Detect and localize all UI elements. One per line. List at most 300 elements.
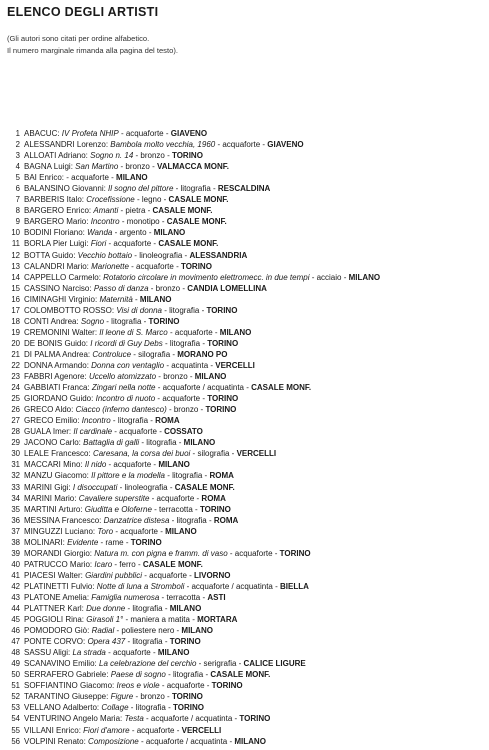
entry-number: 24 bbox=[11, 383, 20, 393]
entry-number: 6 bbox=[15, 184, 20, 194]
entry-number: 38 bbox=[11, 537, 20, 547]
entry-text: MARTINI Arturo: Giuditta e Oloferne - terracotta - TORINO bbox=[24, 504, 231, 514]
entry-text: MORANDI Giorgio: Natura m. con pigna e framm. di vaso - acquaforte - TORINO bbox=[24, 548, 311, 558]
entry-place: MILANO bbox=[157, 648, 190, 658]
list-item bbox=[0, 603, 489, 614]
list-item bbox=[0, 128, 489, 139]
entry-technique: monotipo bbox=[126, 217, 160, 227]
entry-place: MILANO bbox=[165, 526, 197, 536]
entry-place: TORINO bbox=[239, 714, 271, 724]
entry-artist: PONTE CORVO: bbox=[24, 637, 86, 647]
entry-text: PLATTNER Karl: Due donne - litografia - MILANO bbox=[24, 604, 202, 614]
entry-work: Rotatorio circolare in movimento elettromecc. in due tempi bbox=[103, 272, 310, 282]
entry-text: GIORDANO Guido: Incontro di nuoto - acquaforte - TORINO bbox=[24, 394, 239, 404]
entry-text: MOLINARI: Evidente - rame - TORINO bbox=[24, 537, 162, 547]
entry-work: Notte di luna a Stromboli bbox=[96, 581, 185, 591]
entry-work: Testa bbox=[124, 714, 144, 724]
entry-text: MINGUZZI Luciano: Toro - acquaforte - MILANO bbox=[24, 526, 197, 536]
entry-place: MORTARA bbox=[197, 615, 238, 625]
entry-work: Natura m. con pigna e framm. di vaso bbox=[94, 548, 228, 558]
entry-technique: ferro bbox=[119, 559, 136, 569]
entry-work: Collage bbox=[101, 703, 129, 713]
entry-place: MORANO PO bbox=[177, 349, 228, 359]
entry-place: CASALE MONF. bbox=[166, 217, 227, 227]
list-item bbox=[0, 316, 489, 327]
entry-artist: BALANSINO Giovanni: bbox=[24, 184, 106, 194]
entry-number: 15 bbox=[11, 283, 20, 293]
entry-work: Il cardinale bbox=[73, 427, 113, 437]
entry-text: ABACUC: IV Profeta NHIP - acquaforte - GIAVENO bbox=[24, 129, 208, 138]
entry-place: MILANO bbox=[169, 604, 202, 614]
entry-text: SASSU Aligi: La strada - acquaforte - MILANO bbox=[24, 648, 190, 658]
list-item bbox=[0, 459, 489, 470]
entry-text: BAI Enrico: - acquaforte - MILANO bbox=[24, 173, 148, 183]
entry-artist: MARINI Mario: bbox=[24, 493, 77, 503]
list-item bbox=[0, 592, 489, 603]
entry-text: POGGIOLI Rina: Girasoli 1° - maniera a matita - MORTARA bbox=[24, 615, 238, 625]
entry-text: POMODORO Giò: Radial - poliestere nero - MILANO bbox=[24, 626, 213, 636]
entry-artist: GIORDANO Guido: bbox=[24, 394, 94, 404]
entry-work: I ricordi di Guy Debs bbox=[90, 338, 163, 348]
entry-place: VERCELLI bbox=[236, 449, 277, 459]
entry-work: Incontro bbox=[81, 416, 111, 426]
entry-number: 8 bbox=[15, 206, 20, 216]
list-item bbox=[0, 647, 489, 658]
entry-work: Marionette bbox=[91, 261, 129, 271]
entry-technique: litografia bbox=[146, 438, 177, 448]
entry-artist: MINGUZZI Luciano: bbox=[24, 526, 96, 536]
list-item bbox=[0, 227, 489, 238]
entry-technique: acquaforte bbox=[156, 493, 195, 503]
entry-artist: MARTINI Arturo: bbox=[24, 504, 83, 514]
entry-technique: acquaforte bbox=[71, 173, 109, 183]
entry-number: 18 bbox=[11, 316, 20, 326]
entry-text: DONNA Armando: Donna con ventaglio - acquatinta - VERCELLI bbox=[24, 360, 255, 370]
entry-number: 23 bbox=[11, 372, 20, 382]
entry-number: 37 bbox=[11, 526, 20, 536]
entry-work: San Martino bbox=[75, 162, 119, 172]
entry-artist: BODINI Floriano: bbox=[24, 228, 85, 238]
entry-place: LIVORNO bbox=[194, 570, 231, 580]
entry-work: Caresana, la corsa dei buoi bbox=[92, 449, 191, 459]
entry-technique: acquaforte / acquatinta bbox=[191, 581, 273, 591]
list-item bbox=[0, 636, 489, 647]
entry-technique: acquaforte bbox=[120, 526, 159, 536]
entry-place: CALICE LIGURE bbox=[243, 659, 306, 669]
entry-work: Il leone di S. Marco bbox=[99, 327, 168, 337]
list-item bbox=[0, 725, 489, 736]
entry-place: CASALE MONF. bbox=[168, 195, 229, 205]
entry-artist: FABBRI Agenore: bbox=[24, 372, 87, 382]
entry-number: 4 bbox=[15, 162, 20, 172]
list-item bbox=[0, 194, 489, 205]
entry-technique: acquaforte bbox=[125, 129, 164, 138]
entry-place: MILANO bbox=[194, 372, 227, 382]
entry-text: SCANAVINO Emilio: La celebrazione del cerchio - serigrafia - CALICE LIGURE bbox=[24, 659, 306, 669]
entry-technique: acquaforte / acquatinta bbox=[145, 736, 228, 746]
entry-text: CIMINAGHI Virginio: Maternità - MILANO bbox=[24, 294, 172, 304]
list-item bbox=[0, 139, 489, 150]
entry-work: Visi di donna bbox=[116, 305, 162, 315]
entry-artist: PLATINETTI Fulvio: bbox=[24, 581, 95, 591]
list-item bbox=[0, 625, 489, 636]
entry-text: GUALA Imer: Il cardinale - acquaforte - COSSATO bbox=[24, 427, 203, 437]
entry-work: Wanda bbox=[87, 228, 113, 238]
entry-work: Cavaliere superstite bbox=[78, 493, 150, 503]
entry-artist: CONTI Andrea: bbox=[24, 316, 79, 326]
entry-artist: POGGIOLI Rina: bbox=[24, 615, 85, 625]
page-title: ELENCO DEGLI ARTISTI bbox=[7, 5, 159, 19]
entry-number: 41 bbox=[11, 570, 20, 580]
entry-work: Due donne bbox=[86, 604, 126, 614]
entry-place: MILANO bbox=[139, 294, 172, 304]
entry-number: 50 bbox=[11, 670, 20, 680]
entry-work: La strada bbox=[72, 648, 106, 658]
entry-technique: terracotta bbox=[159, 504, 193, 514]
entry-technique: acquaforte bbox=[113, 239, 152, 249]
entry-place: ROMA bbox=[201, 493, 226, 503]
list-item bbox=[0, 272, 489, 283]
entry-artist: BAGNA Luigi: bbox=[24, 162, 73, 172]
list-item bbox=[0, 404, 489, 415]
entry-number: 49 bbox=[11, 659, 20, 669]
entry-number: 33 bbox=[11, 482, 20, 492]
entry-number: 2 bbox=[15, 140, 20, 150]
entry-technique: serigrafia bbox=[203, 659, 237, 669]
entry-technique: acquaforte bbox=[222, 140, 261, 150]
entry-work: Ciacco (inferno dantesco) bbox=[75, 405, 167, 415]
entry-work: Paese di sogno bbox=[110, 670, 166, 680]
entry-artist: ALLOATI Adriano: bbox=[24, 151, 88, 161]
entry-work: Ireos e viole bbox=[116, 681, 160, 691]
entry-artist: COLOMBOTTO ROSSO: bbox=[24, 305, 115, 315]
entry-work: Il pittore e la modella bbox=[91, 471, 165, 481]
entry-number: 16 bbox=[11, 294, 20, 304]
entry-text: MARINI Gigi: I disoccupati - linoleografia - CASALE MONF. bbox=[24, 482, 235, 492]
entry-text: COLOMBOTTO ROSSO: Visi di donna - litografia - TORINO bbox=[24, 305, 238, 315]
entry-number: 5 bbox=[15, 173, 20, 183]
entry-place: ROMA bbox=[213, 515, 239, 525]
entry-number: 14 bbox=[11, 272, 20, 282]
entry-work: Opera 437 bbox=[87, 637, 126, 647]
entry-text: MARINI Mario: Cavaliere superstite - acquaforte - ROMA bbox=[24, 493, 226, 503]
entry-number: 30 bbox=[11, 449, 20, 459]
entry-number: 12 bbox=[11, 250, 20, 260]
entry-artist: VENTURINO Angelo Maria: bbox=[24, 714, 123, 724]
entry-technique: pietra bbox=[125, 206, 146, 216]
entry-work: Fiori bbox=[90, 239, 107, 249]
entry-number: 56 bbox=[11, 736, 20, 746]
entry-place: CASALE MONF. bbox=[158, 239, 219, 249]
entry-artist: CAPPELLO Carmelo: bbox=[24, 272, 101, 282]
list-item bbox=[0, 349, 489, 360]
entry-text: PLATONE Amelia: Famiglia numerosa - terracotta - ASTI bbox=[24, 592, 226, 602]
entry-text: DI PALMA Andrea: Controluce - silografia - MORANO PO bbox=[24, 349, 228, 359]
list-item bbox=[0, 448, 489, 459]
entry-place: VERCELLI bbox=[181, 725, 222, 735]
entry-work: Evidente bbox=[67, 537, 99, 547]
entry-text: VELLANO Adalberto: Collage - litografia - TORINO bbox=[24, 703, 204, 713]
entry-number: 53 bbox=[11, 703, 20, 713]
entry-text: CREMONINI Walter: Il leone di S. Marco - acquaforte - MILANO bbox=[24, 327, 252, 337]
list-item bbox=[0, 614, 489, 625]
entry-place: TORINO bbox=[171, 692, 203, 702]
entry-technique: acquaforte bbox=[113, 460, 152, 470]
entry-place: TORINO bbox=[130, 537, 162, 547]
entry-work: Maternità bbox=[99, 294, 133, 304]
list-item bbox=[0, 504, 489, 515]
entry-work: Danzatrice distesa bbox=[103, 515, 170, 525]
entry-work: Incontro bbox=[90, 217, 120, 227]
entry-artist: BARGERO Mario: bbox=[24, 217, 89, 227]
entry-place: CANDIA LOMELLINA bbox=[187, 283, 267, 293]
entry-text: CALANDRI Mario: Marionette - acquaforte - TORINO bbox=[24, 261, 212, 271]
entry-place: TORINO bbox=[171, 151, 203, 161]
entry-number: 29 bbox=[11, 438, 20, 448]
entry-technique: acquaforte / acquatinta bbox=[162, 383, 244, 393]
list-item bbox=[0, 702, 489, 713]
entry-work: Zingari nella notte bbox=[91, 383, 156, 393]
entry-artist: MORANDI Giorgio: bbox=[24, 548, 93, 558]
entry-place: MILANO bbox=[153, 228, 186, 238]
entry-place: GIAVENO bbox=[267, 140, 304, 150]
list-item bbox=[0, 482, 489, 493]
entry-number: 1 bbox=[15, 129, 20, 138]
entry-work: Incontro di nuoto bbox=[95, 394, 156, 404]
entry-place: TORINO bbox=[173, 703, 204, 713]
entry-number: 45 bbox=[11, 615, 20, 625]
entry-text: GRECO Emilio: Incontro - litografia - ROMA bbox=[24, 416, 180, 426]
entry-technique: litografia bbox=[172, 471, 203, 481]
entry-artist: SCANAVINO Emilio: bbox=[24, 659, 97, 669]
entry-number: 47 bbox=[11, 637, 20, 647]
list-item bbox=[0, 205, 489, 216]
entry-number: 46 bbox=[11, 626, 20, 636]
list-item bbox=[0, 371, 489, 382]
entry-technique: rame bbox=[105, 537, 124, 547]
entry-technique: maniera a matita bbox=[130, 615, 190, 625]
list-item bbox=[0, 183, 489, 194]
entry-technique: acquaforte bbox=[119, 427, 157, 437]
entry-text: ALLOATI Adriano: Sogno n. 14 - bronzo - TORINO bbox=[24, 151, 203, 161]
entry-work: Il sogno del pittore bbox=[108, 184, 174, 194]
entry-technique: argento bbox=[119, 228, 147, 238]
list-item bbox=[0, 669, 489, 680]
entry-work: Famiglia numerosa bbox=[91, 592, 160, 602]
entry-place: CASALE MONF. bbox=[174, 482, 235, 492]
entry-work: Composizione bbox=[88, 736, 139, 746]
entry-artist: CIMINAGHI Virginio: bbox=[24, 294, 98, 304]
entry-technique: terracotta bbox=[166, 592, 201, 602]
entry-technique: acquaforte bbox=[162, 394, 201, 404]
list-item bbox=[0, 415, 489, 426]
list-item bbox=[0, 382, 489, 393]
entry-work: Giuditta e Oloferne bbox=[84, 504, 152, 514]
entry-technique: silografia bbox=[138, 349, 171, 359]
entry-number: 20 bbox=[11, 338, 20, 348]
entry-place: VERCELLI bbox=[215, 360, 255, 370]
entry-number: 28 bbox=[11, 427, 20, 437]
entry-work: Girasoli 1° bbox=[86, 615, 124, 625]
entry-place: MILANO bbox=[219, 327, 252, 337]
entry-technique: bronzo bbox=[125, 162, 150, 172]
entry-artist: PLATTNER Karl: bbox=[24, 604, 84, 614]
entry-text: GRECO Aldo: Ciacco (inferno dantesco) - bronzo - TORINO bbox=[24, 405, 237, 415]
entry-work: Passo di danza bbox=[93, 283, 149, 293]
entry-text: VOLPINI Renato: Composizione - acquaforte / acquatinta - MILANO bbox=[24, 736, 266, 746]
entry-artist: CREMONINI Walter: bbox=[24, 327, 98, 337]
entry-artist: DI PALMA Andrea: bbox=[24, 349, 91, 359]
entry-place: TORINO bbox=[148, 316, 180, 326]
entry-place: BIELLA bbox=[279, 581, 309, 591]
entry-number: 54 bbox=[11, 714, 20, 724]
list-item bbox=[0, 736, 489, 747]
entry-work: Radial bbox=[91, 626, 115, 636]
entry-text: DE BONIS Guido: I ricordi di Guy Debs - litografia - TORINO bbox=[24, 338, 239, 348]
entry-artist: POMODORO Giò: bbox=[24, 626, 90, 636]
entry-place: TORINO bbox=[207, 338, 239, 348]
list-item bbox=[0, 294, 489, 305]
note-line-2: Il numero marginale rimanda alla pagina del testo). bbox=[7, 46, 178, 55]
entry-work: Donna con ventaglio bbox=[91, 360, 165, 370]
entry-text: BODINI Floriano: Wanda - argento - MILANO bbox=[24, 228, 186, 238]
entry-artist: CASSINO Narciso: bbox=[24, 283, 92, 293]
entry-work: Icaro bbox=[94, 559, 113, 569]
entry-number: 7 bbox=[15, 195, 20, 205]
entry-text: MANZU Giacomo: Il pittore e la modella - litografia - ROMA bbox=[24, 471, 234, 481]
entry-text: BARBERIS Italo: Crocefissione - legno - CASALE MONF. bbox=[24, 195, 229, 205]
entry-technique: bronzo bbox=[155, 283, 181, 293]
entry-text: MESSINA Francesco: Danzatrice distesa - litografia - ROMA bbox=[24, 515, 239, 525]
entry-place: MILANO bbox=[158, 460, 190, 470]
entry-work: Amanti bbox=[93, 206, 119, 216]
list-item bbox=[0, 393, 489, 404]
entry-text: BOTTA Guido: Vecchio bottaio - linoleografia - ALESSANDRIA bbox=[24, 250, 248, 260]
entry-place: VALMACCA MONF. bbox=[156, 162, 229, 172]
entry-number: 55 bbox=[11, 725, 20, 735]
entry-number: 3 bbox=[15, 151, 20, 161]
entry-text: SOFFIANTINO Giacomo: Ireos e viole - acquaforte - TORINO bbox=[24, 681, 243, 691]
list-item bbox=[0, 691, 489, 702]
list-item bbox=[0, 283, 489, 294]
entry-text: BARGERO Enrico: Amanti - pietra - CASALE MONF. bbox=[24, 206, 213, 216]
entry-artist: CALANDRI Mario: bbox=[24, 261, 89, 271]
list-item bbox=[0, 570, 489, 581]
list-item bbox=[0, 515, 489, 526]
entry-technique: linoleografia bbox=[124, 482, 168, 492]
entry-artist: BOTTA Guido: bbox=[24, 250, 76, 260]
entry-place: CASALE MONF. bbox=[210, 670, 271, 680]
entry-work: IV Profeta NHIP bbox=[61, 129, 119, 138]
entry-artist: GRECO Aldo: bbox=[24, 405, 74, 415]
entry-technique: litografia bbox=[169, 305, 200, 315]
entry-number: 25 bbox=[11, 394, 20, 404]
entry-artist: PIACESI Walter: bbox=[24, 570, 83, 580]
list-item bbox=[0, 470, 489, 481]
entry-text: MACCARI Mino: Il nido - acquaforte - MILANO bbox=[24, 460, 190, 470]
entry-artist: VELLANO Adalberto: bbox=[24, 703, 100, 713]
entry-technique: litografia bbox=[111, 316, 142, 326]
entry-text: BALANSINO Giovanni: Il sogno del pittore - litografia - RESCALDINA bbox=[24, 184, 271, 194]
entry-work: Crocefissione bbox=[86, 195, 135, 205]
entry-place: ALESSANDRIA bbox=[189, 250, 248, 260]
list-item bbox=[0, 437, 489, 448]
entry-work: Il nido bbox=[84, 460, 107, 470]
entry-number: 52 bbox=[11, 692, 20, 702]
entry-artist: SASSU Aligi: bbox=[24, 648, 71, 658]
entry-artist: DE BONIS Guido: bbox=[24, 338, 89, 348]
entry-number: 10 bbox=[11, 228, 20, 238]
entry-place: TORINO bbox=[180, 261, 212, 271]
entry-number: 31 bbox=[11, 460, 20, 470]
entry-artist: LEALE Francesco: bbox=[24, 449, 91, 459]
list-item bbox=[0, 680, 489, 691]
entry-text: VENTURINO Angelo Maria: Testa - acquaforte / acquatinta - TORINO bbox=[24, 714, 271, 724]
list-item bbox=[0, 537, 489, 548]
entry-place: CASALE MONF. bbox=[142, 559, 203, 569]
entry-technique: litografia bbox=[180, 184, 211, 194]
entry-work: I disoccupati bbox=[72, 482, 118, 492]
entry-place: GIAVENO bbox=[170, 129, 208, 138]
entry-text: CAPPELLO Carmelo: Rotatorio circolare in movimento elettromecc. in due tempi - acciaio - MILANO bbox=[24, 272, 381, 282]
entry-number: 9 bbox=[15, 217, 20, 227]
entry-work: La celebrazione del cerchio bbox=[99, 659, 197, 669]
list-item bbox=[0, 150, 489, 161]
entry-technique: bronzo bbox=[140, 692, 165, 702]
entry-number: 35 bbox=[11, 504, 20, 514]
entry-artist: MOLINARI: bbox=[24, 537, 65, 547]
list-item bbox=[0, 426, 489, 437]
entry-work: Toro bbox=[97, 526, 114, 536]
entry-work: Giardini pubblici bbox=[85, 570, 142, 580]
entry-artist: MACCARI Mino: bbox=[24, 460, 83, 470]
list-item bbox=[0, 327, 489, 338]
entry-technique: acquaforte bbox=[234, 548, 273, 558]
entry-place: TORINO bbox=[169, 637, 201, 647]
entry-place: MILANO bbox=[181, 626, 213, 636]
entry-artist: BORLA Pier Luigi: bbox=[24, 239, 89, 249]
entry-place: ROMA bbox=[155, 416, 180, 426]
entry-number: 44 bbox=[11, 604, 20, 614]
entry-number: 22 bbox=[11, 360, 20, 370]
entry-number: 34 bbox=[11, 493, 20, 503]
entry-place: TORINO bbox=[211, 681, 243, 691]
entry-artist: GUALA Imer: bbox=[24, 427, 72, 437]
entry-artist: BARBERIS Italo: bbox=[24, 195, 85, 205]
entry-artist: MANZU Giacomo: bbox=[24, 471, 89, 481]
entry-work: Battaglia di galli bbox=[83, 438, 140, 448]
entry-text: BORLA Pier Luigi: Fiori - acquaforte - CASALE MONF. bbox=[24, 239, 219, 249]
entry-text: BARGERO Mario: Incontro - monotipo - CASALE MONF. bbox=[24, 217, 227, 227]
entry-artist: VILLANI Enrico: bbox=[24, 725, 81, 735]
entry-artist: GRECO Emilio: bbox=[24, 416, 80, 426]
entry-place: ASTI bbox=[207, 592, 226, 602]
entry-number: 42 bbox=[11, 581, 20, 591]
entry-place: CASALE MONF. bbox=[152, 206, 213, 216]
entry-number: 40 bbox=[11, 559, 20, 569]
entry-number: 26 bbox=[11, 405, 20, 415]
entry-technique: acquatinta bbox=[171, 360, 209, 370]
entry-number: 32 bbox=[11, 471, 20, 481]
entry-place: TORINO bbox=[205, 405, 237, 415]
list-item bbox=[0, 581, 489, 592]
entry-text: CONTI Andrea: Sogno - litografia - TORINO bbox=[24, 316, 180, 326]
entry-technique: acciaio bbox=[316, 272, 342, 282]
entry-work: Vecchio bottaio bbox=[77, 250, 133, 260]
entry-text: TARANTINO Giuseppe: Figure - bronzo - TORINO bbox=[24, 692, 203, 702]
entry-work: Fiori d'amore bbox=[83, 725, 130, 735]
list-item bbox=[0, 338, 489, 349]
